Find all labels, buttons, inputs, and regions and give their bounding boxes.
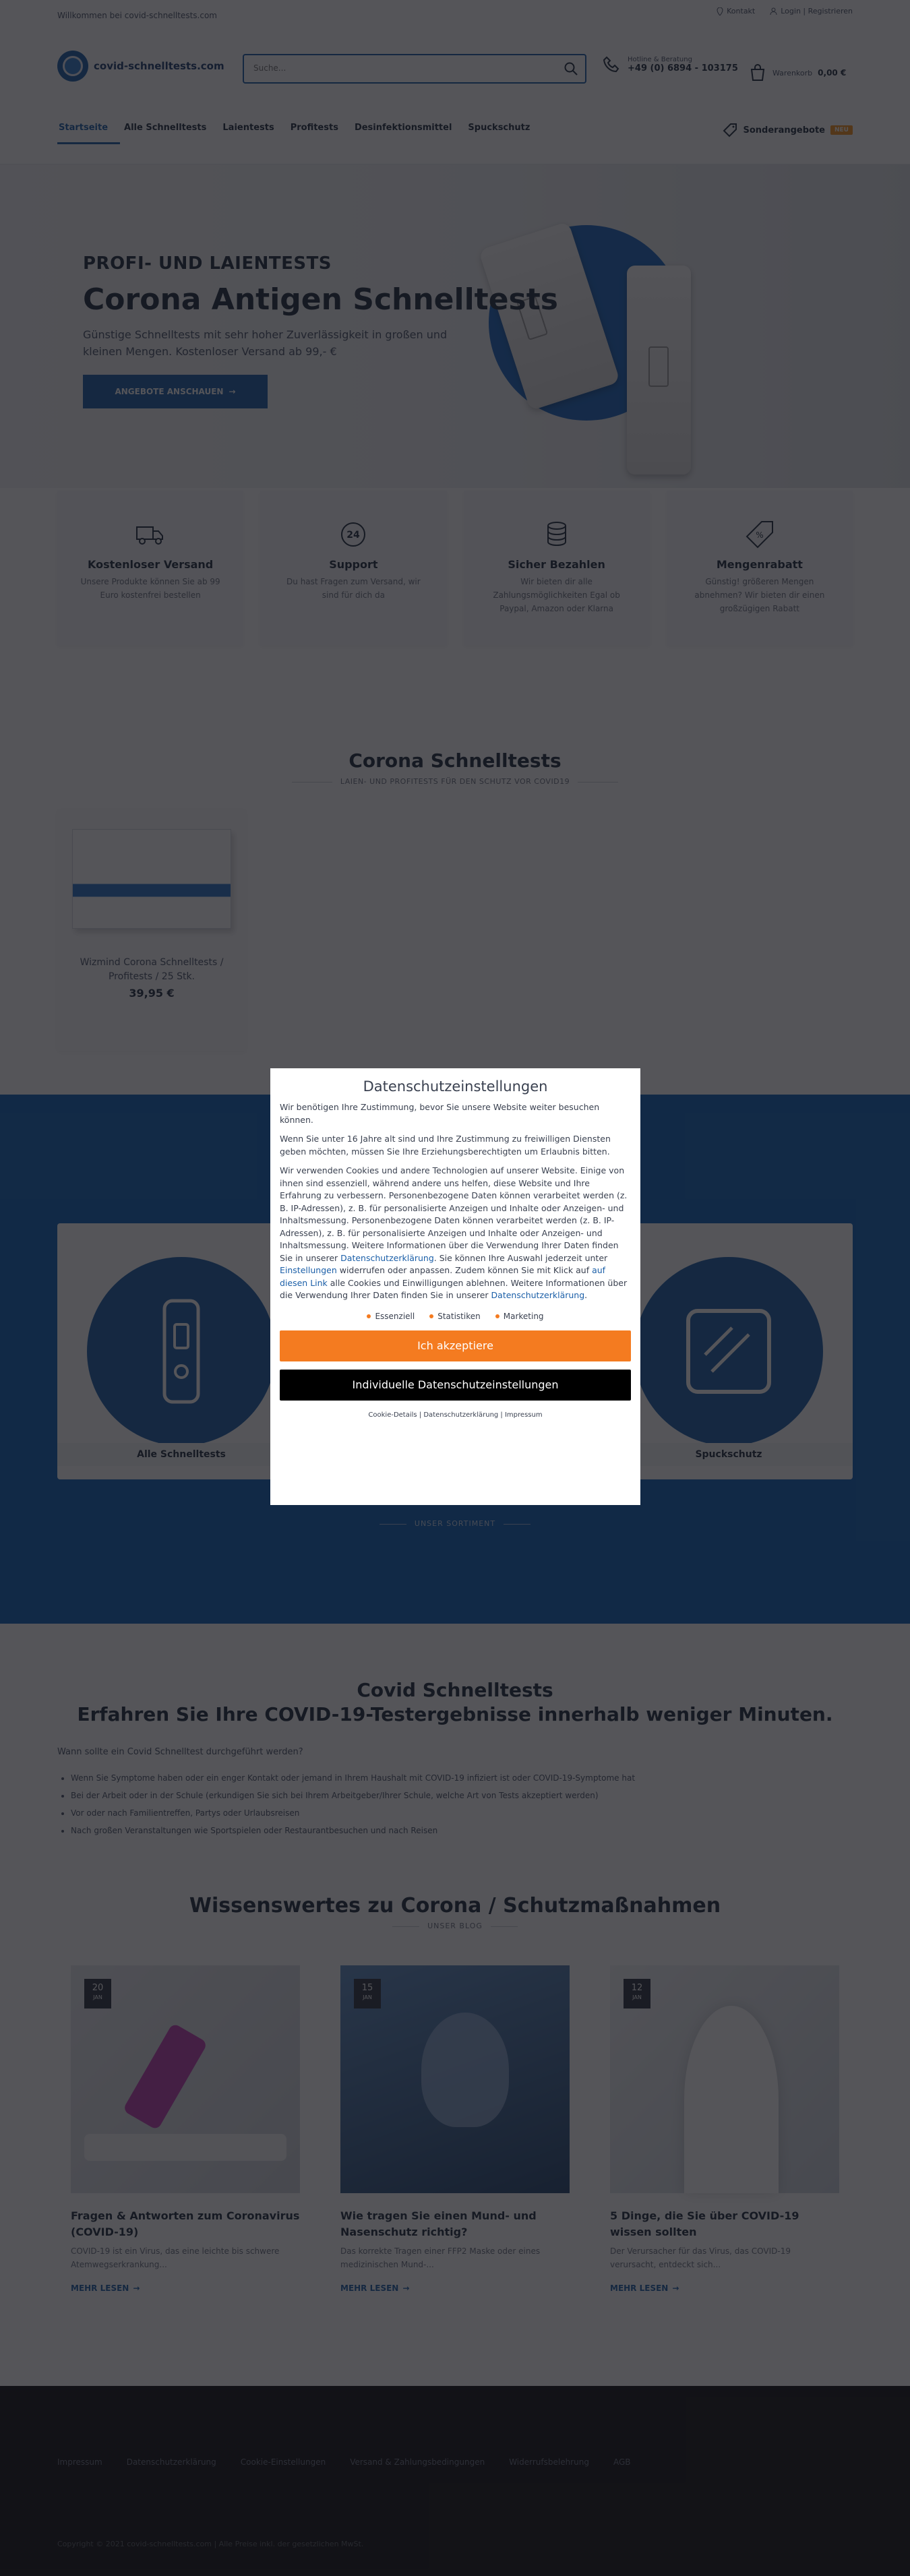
reject-link[interactable]: auf diesen Link [280, 1265, 606, 1288]
consent-text-1: Wir benötigen Ihre Zustimmung, bevor Sie unsere Website weiter besuchen können. [280, 1102, 600, 1125]
cookie-details-link[interactable]: Cookie-Details [368, 1411, 417, 1419]
consent-footer-links: Cookie-Details | Datenschutzerklärung | Impressum [368, 1411, 543, 1419]
individual-settings-button[interactable]: Individuelle Datenschutzeinstellungen [280, 1370, 631, 1401]
consent-category-marketing[interactable] [495, 1312, 544, 1321]
consent-text-part: . Sie können Ihre Auswahl jederzeit unter [433, 1252, 608, 1263]
consent-text-part: . [584, 1290, 588, 1300]
category-label: Essenziell [375, 1311, 415, 1321]
imprint-link[interactable]: Impressum [504, 1411, 543, 1419]
consent-text-part: Wir verwenden Cookies und andere Technologien auf unserer Website. Einige von ihnen sind essenziell, während andere uns helfen, diese Website und Ihre Erfahrung zu verbessern. Personenbezogene Daten können verarbeitet werden (z. B. IP-Adressen), z. B. für personalisierte Anzeigen und Inhalte oder Anzeigen- und Inhaltsmessung. Personenbezogene Daten können verarbeitet werden (z. B. IP-Adressen), z. B. für personalisierte Anzeigen und Inhalte oder Anzeigen- und Inhaltsmessung. Weitere Informationen über die Verwendung Ihrer Daten finden Sie in unserer [280, 1165, 628, 1263]
bullet-dot-icon [429, 1314, 433, 1318]
consent-text-part: widerrufen oder anpassen. Zudem können Sie mit Klick auf [336, 1265, 593, 1275]
consent-dialog [270, 1068, 640, 1505]
bullet-dot-icon [367, 1314, 371, 1318]
consent-category-statistics[interactable] [429, 1312, 481, 1321]
consent-text-part: alle Cookies und Einwilligungen ablehnen. Weitere Informationen über die Verwendung Ihrer Daten finden Sie in unserer [280, 1277, 628, 1300]
privacy-policy-link[interactable]: Datenschutzerklärung [423, 1411, 499, 1419]
privacy-link[interactable]: Datenschutzerklärung [340, 1252, 434, 1263]
category-label: Marketing [503, 1311, 544, 1321]
accept-button[interactable]: Ich akzeptiere [280, 1330, 631, 1361]
consent-category-essential[interactable] [367, 1312, 415, 1321]
bullet-dot-icon [495, 1314, 499, 1318]
consent-title: Datenschutzeinstellungen [363, 1078, 548, 1095]
consent-text-2: Wenn Sie unter 16 Jahre alt sind und Ihre Zustimmung zu freiwilligen Diensten geben möchten, müssen Sie Ihre Erziehungsberechtigten um Erlaubnis bitten. [280, 1134, 611, 1157]
privacy-link-2[interactable]: Datenschutzerklärung [491, 1290, 585, 1300]
consent-text-3 [280, 1165, 631, 1302]
settings-link[interactable]: Einstellungen [280, 1265, 337, 1275]
category-label: Statistiken [437, 1311, 481, 1321]
consent-categories [280, 1312, 631, 1321]
